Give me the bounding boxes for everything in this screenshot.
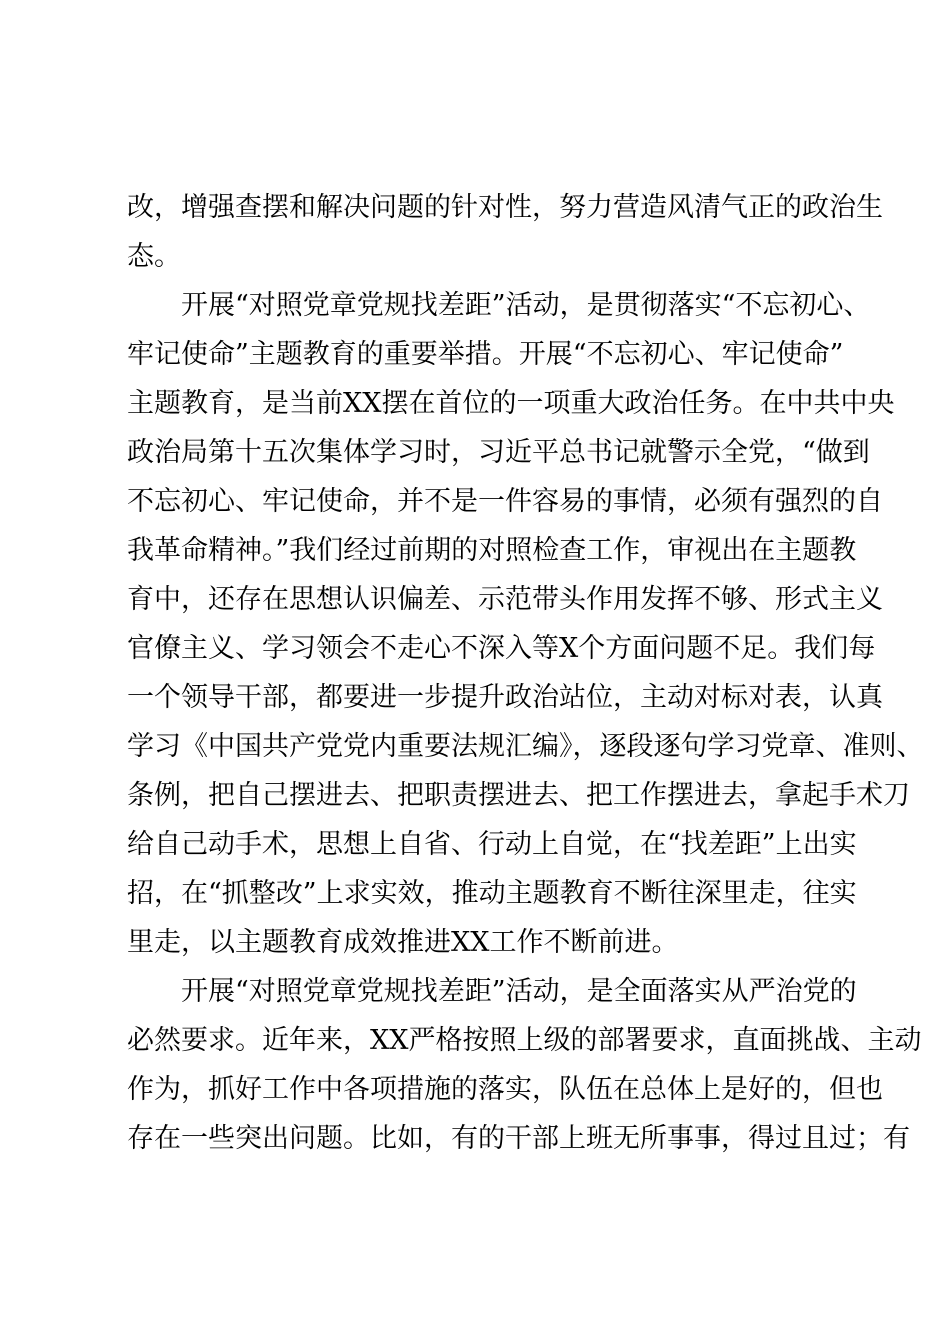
text-line: 作为，抓好工作中各项措施的落实，队伍在总体上是好的，但也 bbox=[127, 1074, 883, 1105]
text-line: 育中，还存在思想认识偏差、示范带头作用发挥不够、形式主义 bbox=[127, 584, 883, 615]
document-body-text bbox=[127, 183, 924, 1163]
text-line: 条例，把自己摆进去、把职责摆进去、把工作摆进去，拿起手术刀 bbox=[127, 780, 910, 811]
text-line: 主题教育，是当前XX摆在首位的一项重大政治任务。在中共中央 bbox=[127, 388, 895, 419]
text-line: 一个领导干部，都要进一步提升政治站位，主动对标对表，认真 bbox=[127, 682, 883, 713]
text-line: 开展“对照党章党规找差距”活动，是贯彻落实“不忘初心、 bbox=[127, 290, 871, 321]
text-line: 牢记使命”主题教育的重要举措。开展“不忘初心、牢记使命” bbox=[127, 339, 844, 370]
text-line: 官僚主义、学习领会不走心不深入等X个方面问题不足。我们每 bbox=[127, 633, 876, 664]
text-line: 存在一些突出问题。比如，有的干部上班无所事事，得过且过；有 bbox=[127, 1123, 910, 1154]
text-line: 政治局第十五次集体学习时，习近平总书记就警示全党，“做到 bbox=[127, 437, 870, 468]
text-line: 招，在“抓整改”上求实效，推动主题教育不断往深里走，往实 bbox=[127, 878, 857, 909]
text-line: 态。 bbox=[127, 241, 181, 272]
text-line: 给自己动手术，思想上自省、行动上自觉，在“找差距”上出实 bbox=[127, 829, 857, 860]
text-line: 不忘初心、牢记使命，并不是一件容易的事情，必须有强烈的自 bbox=[127, 486, 883, 517]
text-line: 学习《中国共产党党内重要法规汇编》，逐段逐句学习党章、准则、 bbox=[127, 731, 924, 762]
text-line: 改，增强查摆和解决问题的针对性，努力营造风清气正的政治生 bbox=[127, 192, 883, 223]
text-line: 必然要求。近年来，XX严格按照上级的部署要求，直面挑战、主动 bbox=[127, 1025, 922, 1056]
text-line: 开展“对照党章党规找差距”活动，是全面落实从严治党的 bbox=[127, 976, 857, 1007]
text-line: 我革命精神。”我们经过前期的对照检查工作，审视出在主题教 bbox=[127, 535, 857, 566]
text-line: 里走，以主题教育成效推进XX工作不断前进。 bbox=[127, 927, 679, 958]
